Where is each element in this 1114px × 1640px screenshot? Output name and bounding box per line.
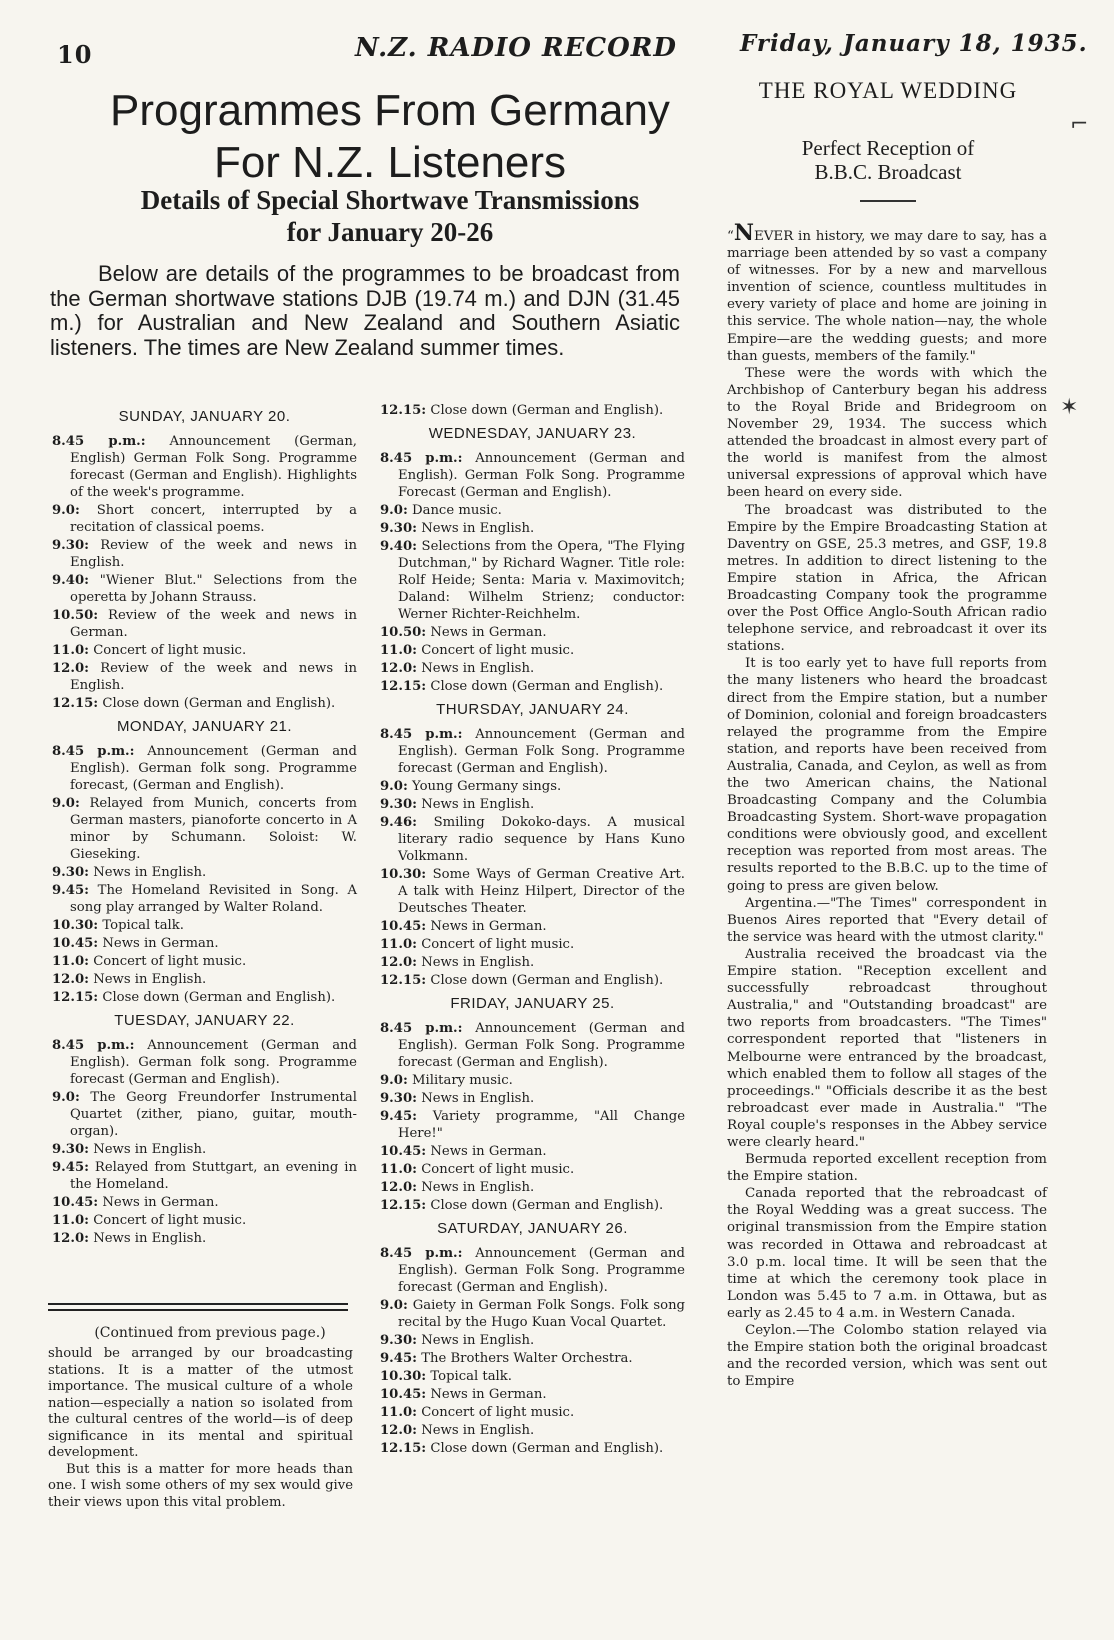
entry-time: 11.0: (380, 1162, 417, 1177)
wednesday-entries (380, 450, 685, 695)
schedule-entry (380, 1368, 685, 1385)
schedule-entry (380, 678, 685, 695)
schedule-entry (380, 796, 685, 813)
schedule-entry (52, 537, 357, 571)
entry-time: 9.46: (380, 815, 417, 830)
issue-date: Friday, January 18, 1935. (740, 30, 1088, 57)
schedule-entry (52, 695, 357, 712)
margin-blot: ✶ (1060, 395, 1079, 420)
entry-text: Concert of light music. (417, 1162, 575, 1177)
entry-text: Variety programme, "All Change Here!" (398, 1109, 685, 1141)
schedule-entry (380, 642, 685, 659)
schedule-entry (52, 1230, 357, 1247)
entry-text: News in English. (417, 955, 535, 970)
schedule-entry (380, 1090, 685, 1107)
schedule-entry (52, 795, 357, 863)
entry-text: News in English. (89, 865, 207, 880)
short-rule (860, 200, 916, 202)
entry-time: 10.45: (380, 919, 427, 934)
entry-text: News in English. (417, 521, 535, 536)
entry-text: News in English. (417, 661, 535, 676)
margin-mark: ⌐ (1070, 112, 1089, 137)
entry-time: 10.45: (52, 936, 99, 951)
entry-text: News in English. (89, 1231, 207, 1246)
schedule-entry (380, 954, 685, 971)
schedule-entry (52, 1089, 357, 1140)
entry-time: 9.45: (380, 1351, 417, 1366)
entry-text: Announcement (German and English). German Folk Song. Programme forecast (German and English). (398, 1021, 685, 1070)
entry-text: Announcement (German and English). German Folk Song. Programme Forecast (German and English). (398, 451, 685, 500)
schedule-entry (380, 1143, 685, 1160)
schedule-entry (380, 1440, 685, 1457)
entry-text: Smiling Dokoko-days. A musical literary radio sequence by Hans Kuno Volkmann. (398, 815, 685, 864)
publication-title: N.Z. RADIO RECORD (355, 33, 677, 63)
schedule-entry (380, 1179, 685, 1196)
day-heading-tuesday: TUESDAY, JANUARY 22. (114, 1012, 295, 1029)
schedule-entry (380, 1245, 685, 1296)
entry-time: 12.0: (380, 1180, 417, 1195)
day-heading-monday: MONDAY, JANUARY 21. (116, 718, 293, 735)
schedule-entry (380, 972, 685, 989)
entry-time: 11.0: (52, 954, 89, 969)
royal-paragraph: Canada reported that the rebroadcast of the Royal Wedding was a great success. The original transmission from the Empire station was recorded in Ottawa and rebroadcast at 3.0 p.m. local time. It will be seen that the time at which the ceremony took place in London was 5.45 to 7 a.m. in Ottawa, but as early as 2.45 to 4 a.m. in Western Canada. (727, 1186, 1047, 1321)
entry-text: Dance music. (407, 503, 502, 518)
entry-time: 9.45: (380, 1109, 417, 1124)
entry-text: The Homeland Revisited in Song. A song play arranged by Walter Roland. (70, 883, 357, 915)
entry-time: 12.15: (380, 1441, 427, 1456)
schedule-entry (380, 778, 685, 795)
entry-text: Topical talk. (426, 1369, 512, 1384)
entry-text: News in German. (98, 936, 219, 951)
schedule-entry (380, 918, 685, 935)
royal-wedding-subtitle-line-1: Perfect Reception of (801, 136, 975, 160)
schedule-entry (380, 624, 685, 641)
monday-entries (52, 743, 357, 1006)
entry-text: News in English. (417, 1091, 535, 1106)
schedule-entry (380, 1422, 685, 1439)
intro-paragraph: Below are details of the programmes to be broadcast from the German shortwave stations DJB (19.74 m.) and DJN (31.45 m.) for Australian and New Zealand and Southern Asiatic listeners. The times are New Zealand summer times. (50, 261, 680, 360)
thursday-entries (380, 726, 685, 989)
entry-text: The Georg Freundorfer Instrumental Quartet (zither, piano, guitar, mouth-organ). (70, 1090, 357, 1139)
schedule-entry (380, 1108, 685, 1142)
entry-time: 9.45: (52, 1160, 89, 1175)
entry-time: 9.0: (380, 779, 408, 794)
entry-time: 9.30: (52, 538, 89, 553)
entry-time: 12.0: (380, 661, 417, 676)
entry-time: 10.45: (52, 1195, 99, 1210)
schedule-entry (52, 1212, 357, 1229)
schedule-entry (52, 642, 357, 659)
entry-time: 10.45: (380, 1144, 427, 1159)
entry-time: 10.45: (380, 1387, 427, 1402)
schedule-entry (380, 1332, 685, 1349)
schedule-entry (52, 971, 357, 988)
entry-text: Concert of light music. (417, 1405, 575, 1420)
entry-text: Close down (German and English). (98, 990, 336, 1005)
schedule-entry (380, 520, 685, 537)
entry-time: 11.0: (380, 1405, 417, 1420)
entry-text: Short concert, interrupted by a recitation of classical poems. (70, 503, 357, 535)
entry-text: Relayed from Stuttgart, an evening in the Homeland. (70, 1160, 357, 1192)
entry-text: Close down (German and English). (98, 696, 336, 711)
entry-time: 12.15: (380, 679, 427, 694)
entry-time: 8.45 p.m.: (380, 451, 463, 466)
schedule-entry (380, 1404, 685, 1421)
schedule-entry (380, 450, 685, 501)
entry-time: 9.30: (380, 521, 417, 536)
entry-time: 8.45 p.m.: (380, 727, 463, 742)
drop-cap: N (733, 220, 754, 246)
entry-time: 8.45 p.m.: (380, 1021, 463, 1036)
entry-text: News in German. (426, 625, 547, 640)
day-heading-wednesday: WEDNESDAY, JANUARY 23. (428, 425, 637, 442)
subheadline-line-2: for January 20-26 (286, 217, 494, 247)
schedule-column-1 (52, 402, 357, 1248)
entry-text: Topical talk. (98, 918, 184, 933)
entry-text: Military music. (407, 1073, 513, 1088)
entry-text: Review of the week and news in German. (70, 608, 357, 640)
entry-time: 12.0: (52, 972, 89, 987)
schedule-column-2 (380, 402, 685, 1458)
entry-time: 12.0: (380, 955, 417, 970)
schedule-entry (52, 743, 357, 794)
schedule-entry (380, 936, 685, 953)
schedule-entry (380, 1197, 685, 1214)
entry-text: News in English. (417, 1423, 535, 1438)
entry-text: Review of the week and news in English. (70, 538, 357, 570)
entry-text: Relayed from Munich, concerts from German masters, pianoforte concerto in A minor by Schumann. Soloist: W. Gieseking. (70, 796, 357, 862)
entry-time: 9.0: (380, 503, 408, 518)
entry-text: Gaiety in German Folk Songs. Folk song recital by the Hugo Kuan Vocal Quartet. (398, 1298, 685, 1330)
entry-text: Review of the week and news in English. (70, 661, 357, 693)
entry-text: Close down (German and English). (426, 403, 664, 418)
royal-paragraph-text: EVER in history, we may dare to say, has a marriage been attended by so vast a company of witnesses. For by a new and marvellous invention of science, countless multitudes in every variety of place and home are joining in this service. The whole nation—nay, the whole Empire—are the wedding guests; and more than guests, members of the family." (727, 229, 1047, 364)
day-heading-sunday: SUNDAY, JANUARY 20. (118, 408, 291, 425)
schedule-entry (52, 953, 357, 970)
entry-text: News in English. (417, 797, 535, 812)
entry-text: "Wiener Blut." Selections from the operetta by Johann Strauss. (70, 573, 357, 605)
sunday-entries (52, 433, 357, 712)
entry-text: News in German. (426, 1387, 547, 1402)
entry-time: 10.50: (52, 608, 99, 623)
entry-time: 9.0: (52, 796, 80, 811)
schedule-entry (52, 607, 357, 641)
entry-text: Selections from the Opera, "The Flying Dutchman," by Richard Wagner. Title role: Rolf Heide; Senta: Maria v. Maximovitch; Daland: Wilhelm Strienz; conductor: Werner Richter-Reichhelm. (398, 539, 685, 622)
schedule-entry (52, 989, 357, 1006)
royal-wedding-subtitle-line-2: B.B.C. Broadcast (814, 160, 962, 184)
page-number: 10 (57, 40, 93, 69)
schedule-entry (380, 1386, 685, 1403)
entry-time: 9.0: (380, 1298, 408, 1313)
schedule-entry (380, 814, 685, 865)
entry-time: 8.45 p.m.: (52, 744, 135, 759)
entry-text: News in German. (426, 1144, 547, 1159)
entry-text: Concert of light music. (89, 954, 247, 969)
schedule-entry (52, 935, 357, 952)
entry-time: 9.0: (380, 1073, 408, 1088)
entry-time: 9.40: (52, 573, 89, 588)
entry-text: Young Germany sings. (407, 779, 562, 794)
schedule-entry (52, 433, 357, 501)
day-heading-friday: FRIDAY, JANUARY 25. (450, 995, 615, 1012)
schedule-entry (52, 660, 357, 694)
schedule-entry (52, 1194, 357, 1211)
entry-time: 9.0: (52, 1090, 80, 1105)
schedule-entry (380, 726, 685, 777)
schedule-entry (52, 572, 357, 606)
entry-time: 9.45: (52, 883, 89, 898)
friday-entries (380, 1020, 685, 1214)
entry-text: Announcement (German and English). German Folk Song. Programme forecast (German and English). (398, 727, 685, 776)
entry-time: 9.30: (380, 1333, 417, 1348)
schedule-entry (380, 1020, 685, 1071)
royal-wedding-article (727, 220, 1047, 1390)
entry-time: 12.15: (52, 696, 99, 711)
schedule-entry (380, 1161, 685, 1178)
royal-paragraph: It is too early yet to have full reports from the many listeners who heard the broadcast direct from the Empire station, but a number of Dominion, colonial and foreign broadcasters relayed the programme from the Empire station, and reports have been received from Australia, Canada, and Ceylon, as well as from the two American chains, the National Broadcasting Company and the Columbia Broadcasting System. Short-wave propagation conditions were obviously good, and excellent reception was reported from most areas. The results reported to the B.B.C. up to the time of going to press are given below. (727, 656, 1047, 894)
entry-text: News in English. (417, 1180, 535, 1195)
entry-time: 9.30: (380, 797, 417, 812)
tuesday-entries (52, 1037, 357, 1247)
royal-wedding-title: THE ROYAL WEDDING (758, 78, 1018, 103)
entry-text: Announcement (German and English). German folk song. Programme forecast (German and English). (70, 1038, 357, 1087)
entry-time: 10.30: (380, 1369, 427, 1384)
entry-time: 10.50: (380, 625, 427, 640)
entry-time: 9.30: (52, 865, 89, 880)
entry-time: 9.0: (52, 503, 80, 518)
headline-line-1: Programmes From Germany (110, 86, 670, 135)
entry-time: 9.30: (52, 1142, 89, 1157)
schedule-entry (380, 502, 685, 519)
entry-time: 11.0: (380, 643, 417, 658)
entry-text: Concert of light music. (89, 1213, 247, 1228)
entry-text: Close down (German and English). (426, 1441, 664, 1456)
schedule-entry (380, 1350, 685, 1367)
entry-time: 10.30: (52, 918, 99, 933)
entry-time: 11.0: (52, 1213, 89, 1228)
entry-text: News in English. (417, 1333, 535, 1348)
subheadline-line-1: Details of Special Shortwave Transmissions (140, 185, 640, 215)
tuesday-closing-entry (380, 402, 685, 419)
entry-text: Close down (German and English). (426, 679, 664, 694)
headline-line-2: For N.Z. Listeners (213, 138, 567, 187)
entry-time: 8.45 p.m.: (52, 1038, 135, 1053)
continued-heading: (Continued from previous page.) (94, 1325, 326, 1341)
entry-time: 9.40: (380, 539, 417, 554)
entry-time: 12.0: (52, 1231, 89, 1246)
entry-time: 11.0: (52, 643, 89, 658)
schedule-entry (52, 1037, 357, 1088)
entry-time: 12.0: (380, 1423, 417, 1438)
schedule-entry (52, 1159, 357, 1193)
continued-paragraph: should be arranged by our broadcasting stations. It is a matter of the utmost importance. The musical culture of a whole nation—especially a nation so isolated from the cultural centres of the world—is of deep significance in its mental and spiritual development. (48, 1346, 353, 1460)
day-heading-saturday: SATURDAY, JANUARY 26. (437, 1220, 628, 1237)
entry-time: 12.15: (52, 990, 99, 1005)
entry-time: 12.0: (52, 661, 89, 676)
entry-text: Announcement (German and English). German folk song. Programme forecast, (German and English). (70, 744, 357, 793)
entry-time: 8.45 p.m.: (52, 434, 146, 449)
entry-text: Some Ways of German Creative Art. A talk with Heinz Hilpert, Director of the Deutsches Theater. (398, 867, 685, 916)
entry-text: News in English. (89, 1142, 207, 1157)
schedule-entry (380, 866, 685, 917)
entry-text: Concert of light music. (89, 643, 247, 658)
entry-time: 8.45 p.m.: (380, 1246, 463, 1261)
entry-text: Announcement (German and English). German Folk Song. Programme forecast (German and English). (398, 1246, 685, 1295)
entry-time: 12.15: (380, 1198, 427, 1213)
royal-paragraph: These were the words with which the Archbishop of Canterbury began his address to the Royal Bride and Bridegroom on November 29, 1934. The success which attended the broadcast in almost every part of the world is manifest from the almost universal expressions of approval which have been heard on every side. (727, 365, 1047, 501)
entry-text: Close down (German and English). (426, 973, 664, 988)
day-heading-thursday: THURSDAY, JANUARY 24. (436, 701, 629, 718)
schedule-entry (380, 1072, 685, 1089)
continued-article (48, 1346, 353, 1511)
schedule-entry (380, 1297, 685, 1331)
entry-time: 10.30: (380, 867, 427, 882)
schedule-entry (380, 538, 685, 623)
schedule-entry (52, 864, 357, 881)
schedule-entry (52, 917, 357, 934)
schedule-entry (380, 660, 685, 677)
royal-paragraph: Argentina.—"The Times" correspondent in Buenos Aires reported that "Every detail of the service was heard with the utmost clarity." (727, 895, 1047, 945)
schedule-entry (52, 882, 357, 916)
entry-text: Close down (German and English). (426, 1198, 664, 1213)
entry-text: News in German. (98, 1195, 219, 1210)
saturday-entries (380, 1245, 685, 1457)
entry-text: Concert of light music. (417, 643, 575, 658)
entry-text: The Brothers Walter Orchestra. (417, 1351, 633, 1366)
royal-paragraph: Ceylon.—The Colombo station relayed via the Empire station both the original broadcast and the recorded version, which was sent out to Empire (727, 1323, 1047, 1390)
entry-time: 12.15: (380, 973, 427, 988)
entry-time: 11.0: (380, 937, 417, 952)
entry-time: 12.15: (380, 403, 427, 418)
continued-paragraph: But this is a matter for more heads than one. I wish some others of my sex would give their views upon this vital problem. (48, 1461, 353, 1510)
entry-text: Concert of light music. (417, 937, 575, 952)
royal-paragraph: Australia received the broadcast via the Empire station. "Reception excellent and successfully rebroadcast throughout Australia," and "Outstanding broadcast" are two reports from broadcasters. "The Times" correspondent reported that "listeners in Melbourne were entranced by the broadcast, which enabled them to follow all stages of the proceedings." "Officials describe it as the best rebroadcast ever made in Australia." "The Royal couple's responses in the Abbey service were clearly heard." (727, 946, 1047, 1150)
entry-text: Announcement (German, English) German Folk Song. Programme forecast (German and English). Highlights of the week's programme. (70, 434, 357, 500)
entry-time: 9.30: (380, 1091, 417, 1106)
schedule-entry (52, 502, 357, 536)
royal-paragraph-first: “NEVER in history, we may dare to say, has a marriage been attended by so vast a company of witnesses. For by a new and marvellous invention of science, countless multitudes in every variety of place and home are joining in this service. The whole nation—nay, the whole Empire—are the wedding guests; and more than guests, members of the family." (727, 220, 1047, 364)
royal-paragraph: Bermuda reported excellent reception from the Empire station. (727, 1152, 1047, 1185)
royal-paragraph: The broadcast was distributed to the Empire by the Empire Broadcasting Station at Daventry on GSE, 25.3 metres, and GSF, 19.8 metres. In addition to direct listening to the Empire station in Africa, the African Broadcasting Company took the programme over the Post Office Anglo-South African radio telephone service, and rebroadcast it over its stations. (727, 502, 1047, 655)
schedule-entry (52, 1141, 357, 1158)
entry-text: News in German. (426, 919, 547, 934)
double-rule-divider (48, 1303, 348, 1311)
entry-text: News in English. (89, 972, 207, 987)
